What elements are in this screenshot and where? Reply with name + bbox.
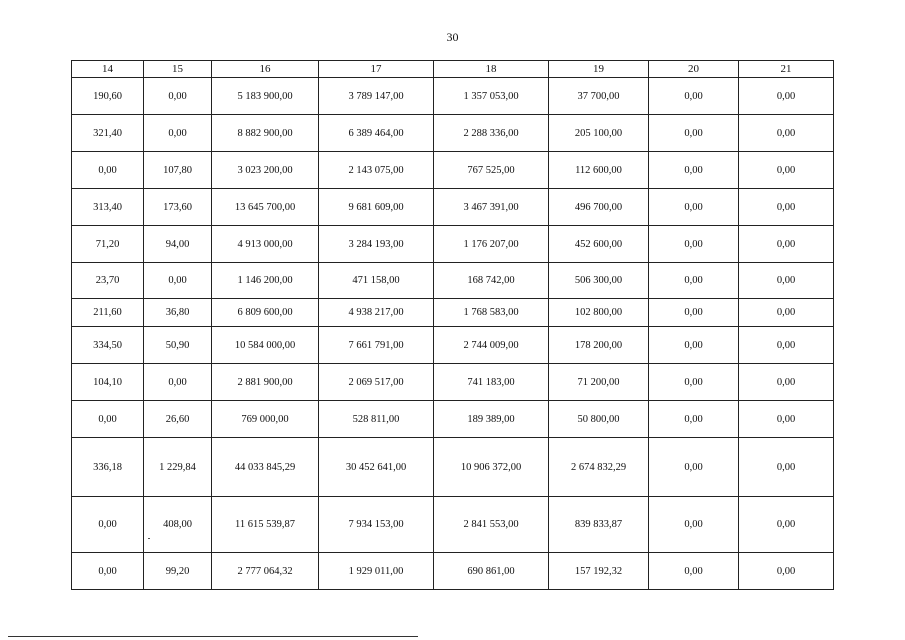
table-cell: 0,00 xyxy=(649,553,739,590)
table-cell: 6 809 600,00 xyxy=(212,299,319,327)
scan-speck xyxy=(148,538,150,539)
table-cell: 99,20 xyxy=(144,553,212,590)
table-cell: 3 789 147,00 xyxy=(319,78,434,115)
table-cell: 528 811,00 xyxy=(319,401,434,438)
table-row xyxy=(72,401,834,438)
table-row xyxy=(72,364,834,401)
table-cell: 0,00 xyxy=(649,152,739,189)
table-cell: 173,60 xyxy=(144,189,212,226)
table-cell: 1 357 053,00 xyxy=(434,78,549,115)
table-cell: 205 100,00 xyxy=(549,115,649,152)
column-header: 16 xyxy=(212,61,319,78)
table-cell: 71,20 xyxy=(72,226,144,263)
table-cell: 7 934 153,00 xyxy=(319,497,434,553)
table-cell: 1 229,84 xyxy=(144,438,212,497)
table-cell: 0,00 xyxy=(739,263,834,299)
table-cell: 0,00 xyxy=(144,263,212,299)
table-cell: 334,50 xyxy=(72,327,144,364)
table-cell: 321,40 xyxy=(72,115,144,152)
table-cell: 23,70 xyxy=(72,263,144,299)
column-header: 17 xyxy=(319,61,434,78)
table-row xyxy=(72,226,834,263)
page-number: 30 xyxy=(446,30,459,44)
table-cell: 102 800,00 xyxy=(549,299,649,327)
column-header: 18 xyxy=(434,61,549,78)
table-cell: 9 681 609,00 xyxy=(319,189,434,226)
table-cell: 2 841 553,00 xyxy=(434,497,549,553)
table-cell: 690 861,00 xyxy=(434,553,549,590)
table-cell: 0,00 xyxy=(739,299,834,327)
table-cell: 104,10 xyxy=(72,364,144,401)
table-cell: 1 146 200,00 xyxy=(212,263,319,299)
table-cell: 3 023 200,00 xyxy=(212,152,319,189)
column-header: 14 xyxy=(72,61,144,78)
table-cell: 2 744 009,00 xyxy=(434,327,549,364)
table-cell: 50 800,00 xyxy=(549,401,649,438)
table-cell: 5 183 900,00 xyxy=(212,78,319,115)
table-cell: 36,80 xyxy=(144,299,212,327)
footer-rule xyxy=(8,636,418,637)
data-table xyxy=(71,60,834,590)
table-cell: 0,00 xyxy=(649,263,739,299)
table-cell: 157 192,32 xyxy=(549,553,649,590)
table-cell: 313,40 xyxy=(72,189,144,226)
table-cell: 0,00 xyxy=(144,78,212,115)
table-cell: 4 938 217,00 xyxy=(319,299,434,327)
table-cell: 7 661 791,00 xyxy=(319,327,434,364)
table-cell: 0,00 xyxy=(144,364,212,401)
table-cell: 71 200,00 xyxy=(549,364,649,401)
table-cell: 26,60 xyxy=(144,401,212,438)
table-cell: 0,00 xyxy=(144,115,212,152)
table-cell: 506 300,00 xyxy=(549,263,649,299)
table-cell: 0,00 xyxy=(649,327,739,364)
table-row xyxy=(72,497,834,553)
table-cell: 2 674 832,29 xyxy=(549,438,649,497)
table-cell: 94,00 xyxy=(144,226,212,263)
table-cell: 496 700,00 xyxy=(549,189,649,226)
table-cell: 178 200,00 xyxy=(549,327,649,364)
table-cell: 769 000,00 xyxy=(212,401,319,438)
table-cell: 0,00 xyxy=(649,299,739,327)
table-row xyxy=(72,299,834,327)
table-cell: 452 600,00 xyxy=(549,226,649,263)
column-header: 19 xyxy=(549,61,649,78)
table-cell: 0,00 xyxy=(72,401,144,438)
table-cell: 30 452 641,00 xyxy=(319,438,434,497)
table-row xyxy=(72,115,834,152)
table-cell: 0,00 xyxy=(649,226,739,263)
table-cell: 3 284 193,00 xyxy=(319,226,434,263)
table-cell: 336,18 xyxy=(72,438,144,497)
table-cell: 0,00 xyxy=(739,401,834,438)
table-cell: 1 929 011,00 xyxy=(319,553,434,590)
table-cell: 0,00 xyxy=(739,438,834,497)
table-cell: 0,00 xyxy=(72,497,144,553)
table-row xyxy=(72,438,834,497)
table-cell: 189 389,00 xyxy=(434,401,549,438)
table-cell: 0,00 xyxy=(649,115,739,152)
table-cell: 190,60 xyxy=(72,78,144,115)
table-row xyxy=(72,263,834,299)
table-cell: 0,00 xyxy=(739,364,834,401)
table-cell: 37 700,00 xyxy=(549,78,649,115)
column-header: 15 xyxy=(144,61,212,78)
table-cell: 471 158,00 xyxy=(319,263,434,299)
table-cell: 2 143 075,00 xyxy=(319,152,434,189)
table-cell: 0,00 xyxy=(649,401,739,438)
table-cell: 44 033 845,29 xyxy=(212,438,319,497)
table-row xyxy=(72,152,834,189)
table-cell: 1 176 207,00 xyxy=(434,226,549,263)
table-row xyxy=(72,78,834,115)
column-header: 21 xyxy=(739,61,834,78)
table-cell: 8 882 900,00 xyxy=(212,115,319,152)
table-cell: 0,00 xyxy=(649,189,739,226)
table-cell: 211,60 xyxy=(72,299,144,327)
table-cell: 1 768 583,00 xyxy=(434,299,549,327)
table-cell: 0,00 xyxy=(649,78,739,115)
table-cell: 112 600,00 xyxy=(549,152,649,189)
table-cell: 0,00 xyxy=(739,189,834,226)
table-cell: 0,00 xyxy=(649,364,739,401)
table-cell: 13 645 700,00 xyxy=(212,189,319,226)
table-cell: 408,00 xyxy=(144,497,212,553)
table-cell: 3 467 391,00 xyxy=(434,189,549,226)
table-cell: 0,00 xyxy=(739,115,834,152)
table-cell: 767 525,00 xyxy=(434,152,549,189)
column-header: 20 xyxy=(649,61,739,78)
table-cell: 2 069 517,00 xyxy=(319,364,434,401)
table-cell: 6 389 464,00 xyxy=(319,115,434,152)
table-row xyxy=(72,553,834,590)
table-row xyxy=(72,189,834,226)
table-cell: 0,00 xyxy=(72,553,144,590)
table-cell: 2 777 064,32 xyxy=(212,553,319,590)
table-cell: 0,00 xyxy=(72,152,144,189)
table-cell: 0,00 xyxy=(739,553,834,590)
table-cell: 0,00 xyxy=(739,226,834,263)
table-cell: 0,00 xyxy=(739,152,834,189)
table-cell: 0,00 xyxy=(739,497,834,553)
table-cell: 2 288 336,00 xyxy=(434,115,549,152)
table-cell: 10 906 372,00 xyxy=(434,438,549,497)
table-cell: 741 183,00 xyxy=(434,364,549,401)
table-cell: 11 615 539,87 xyxy=(212,497,319,553)
table-cell: 50,90 xyxy=(144,327,212,364)
table-cell: 107,80 xyxy=(144,152,212,189)
table-cell: 0,00 xyxy=(739,78,834,115)
table-cell: 0,00 xyxy=(649,438,739,497)
table-row xyxy=(72,327,834,364)
table-cell: 4 913 000,00 xyxy=(212,226,319,263)
table-cell: 0,00 xyxy=(649,497,739,553)
table-cell: 10 584 000,00 xyxy=(212,327,319,364)
table-cell: 839 833,87 xyxy=(549,497,649,553)
header-row xyxy=(72,61,834,78)
table-cell: 2 881 900,00 xyxy=(212,364,319,401)
table-cell: 168 742,00 xyxy=(434,263,549,299)
table-cell: 0,00 xyxy=(739,327,834,364)
